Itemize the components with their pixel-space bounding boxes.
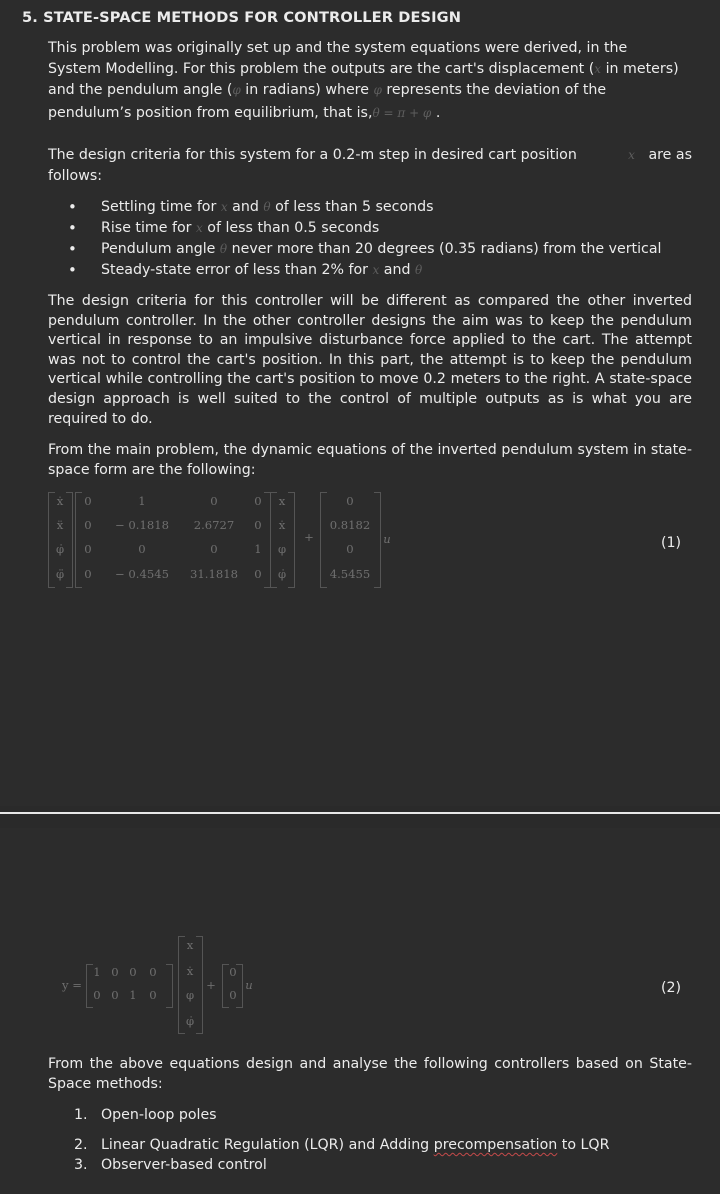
tasks-intro: From the above equations design and analyse the following controllers based on State-Space methods: xyxy=(48,1056,692,1092)
equation-2: y = 1 0 0 0 0 0 1 0 x ẋ φ φ̇ + 0 0 u xyxy=(62,936,262,1036)
list-item: • Settling time for x and θ of less than 5 seconds xyxy=(64,197,704,218)
bracket-c-right xyxy=(166,964,173,1008)
spellcheck-underlined-word: precompensation xyxy=(433,1137,558,1153)
equation-2-number: (2) xyxy=(661,980,682,996)
intro-line-1: This problem was originally set up and the system equations were derived, in the xyxy=(48,40,628,56)
list-item: 2. Linear Quadratic Regulation (LQR) and Adding precompensation to LQR xyxy=(74,1137,610,1153)
equation-1-number: (1) xyxy=(661,535,682,551)
list-item: • Pendulum angle θ never more than 20 degrees (0.35 radians) from the vertical xyxy=(64,239,704,260)
design-criteria-list xyxy=(64,197,704,281)
page-break-rule xyxy=(0,812,720,814)
section-heading: 5. STATE-SPACE METHODS FOR CONTROLLER DESIGN xyxy=(22,9,462,26)
controller-task-list xyxy=(74,1104,609,1174)
list-item: • Steady-state error of less than 2% for x and θ xyxy=(64,260,704,281)
criteria-intro: The design criteria for this system for a 0.2-m step in desired cart position x are as follows: xyxy=(48,147,692,184)
list-item: • Rise time for x of less than 0.5 seconds xyxy=(64,218,704,239)
page-gap xyxy=(0,806,720,828)
intro-paragraph xyxy=(48,38,692,124)
intro-line-3: and the pendulum angle (φ in radians) where φ represents the deviation of the xyxy=(48,82,607,98)
list-item: 3. Observer-based control xyxy=(74,1157,267,1173)
equation-1: ẋ ẍ φ̇ φ̈ 0 1 0 0 0 − 0.1818 2.6727 0 0 0 0 1 0 − 0.4545 31.1818 0 x ẋ φ φ̇ + 0 0.8182 0 4.5455 u xyxy=(48,490,388,590)
intro-line-2: System Modelling. For this problem the outputs are the cart's displacement (x in meters) xyxy=(48,61,679,77)
intro-line-4: pendulum’s position from equilibrium, that is,θ = π + φ . xyxy=(48,105,441,121)
list-item: 1. Open-loop poles xyxy=(74,1107,217,1123)
design-criteria-paragraph: The design criteria for this controller will be different as compared the other inverted pendulum controller. In the other controller designs the aim was to keep the pendulum vertical in response to an impulsive disturbance force applied to the cart. The attempt was not to control the cart's position. In this part, the attempt is to keep the pendulum vertical while controlling the cart's position to move 0.2 meters to the right. A state-space design approach is well suited to the control of multiple outputs as is what you are required to do. xyxy=(48,293,692,427)
state-space-intro: From the main problem, the dynamic equations of the inverted pendulum system in state-space form are the following: xyxy=(48,442,692,478)
